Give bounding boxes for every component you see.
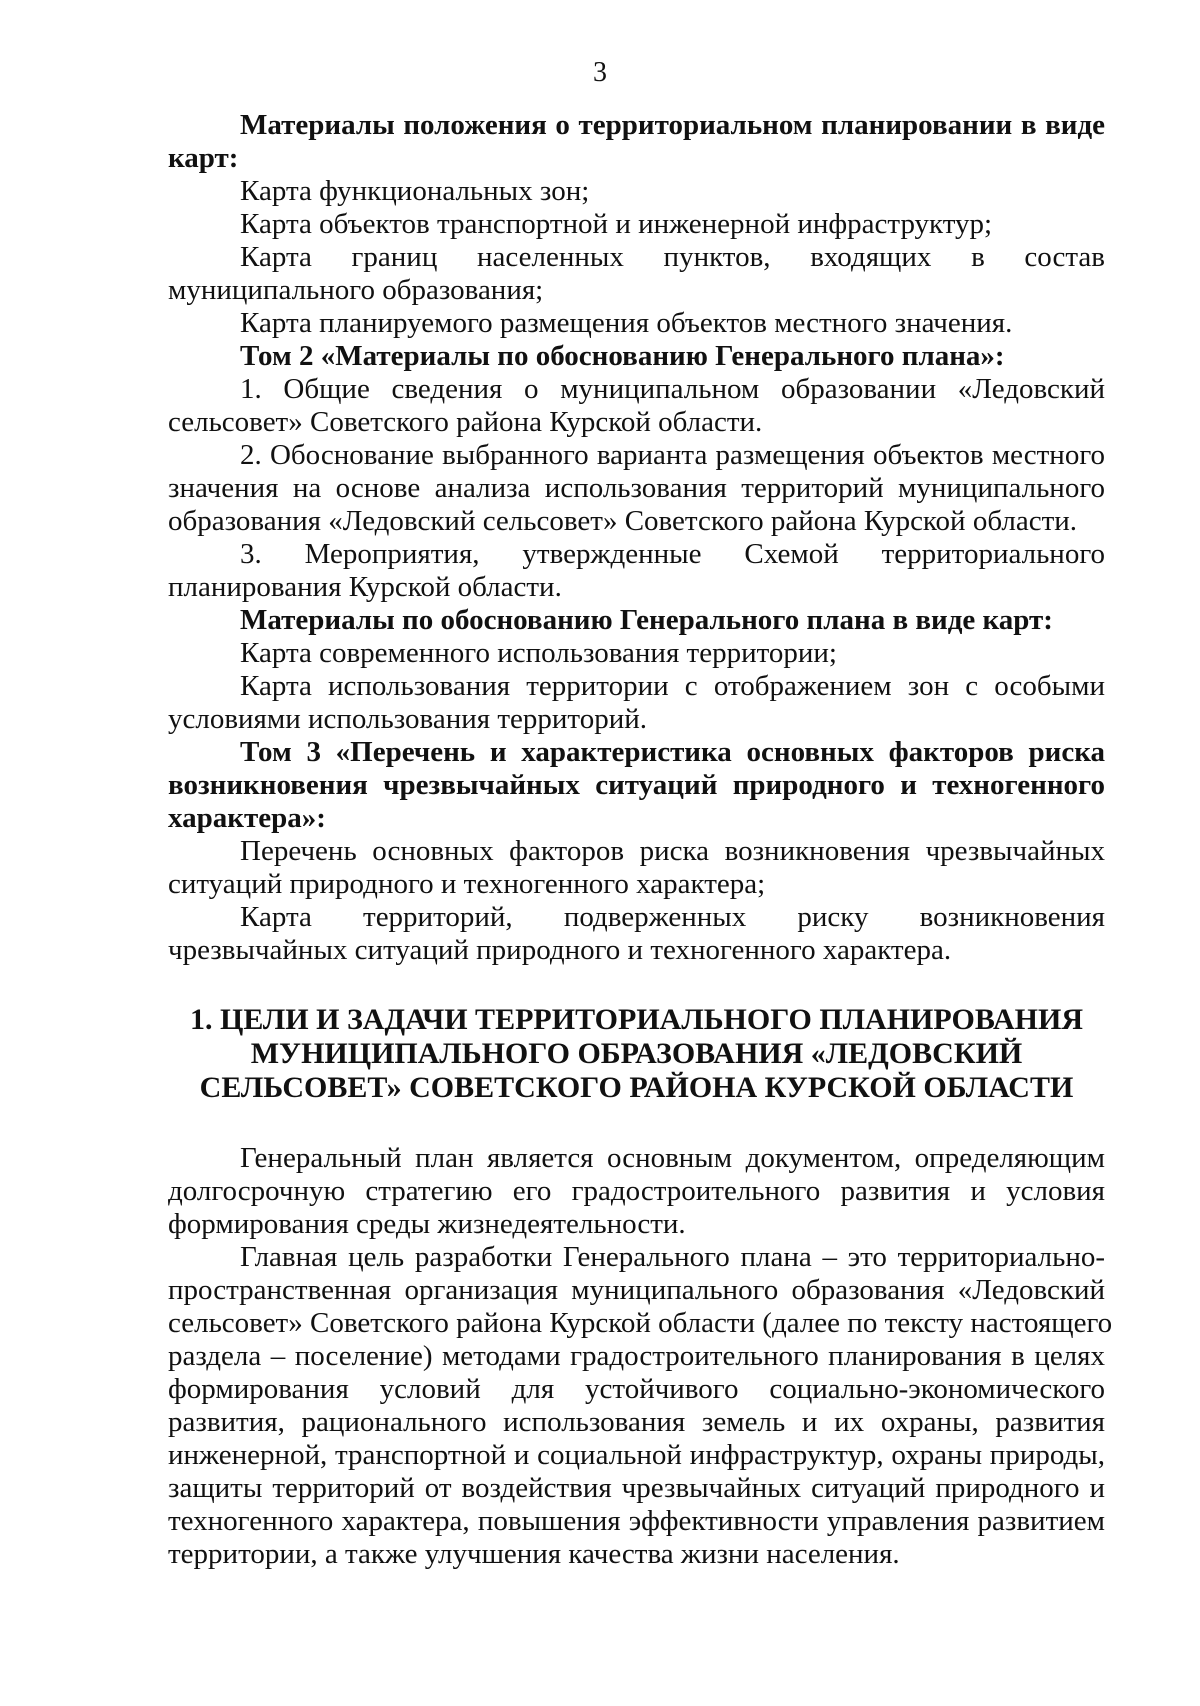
text-line: Карта территорий, подверженных риску возникновения (240, 901, 1105, 933)
text-line: Карта планируемого размещения объектов местного значения. (240, 307, 1013, 339)
text-line: возникновения чрезвычайных ситуаций природного и техногенного (168, 769, 1105, 801)
text-line: формирования среды жизнедеятельности. (168, 1208, 686, 1240)
text-line: 3. Мероприятия, утвержденные Схемой территориального (240, 538, 1105, 570)
text-line: сельсовет» Советского района Курской области. (168, 406, 763, 438)
text-line: Карта объектов транспортной и инженерной инфраструктур; (240, 208, 993, 240)
text-line: Материалы по обоснованию Генерального плана в виде карт: (240, 604, 1053, 636)
text-line: Том 2 «Материалы по обоснованию Генерального плана»: (240, 340, 1005, 372)
section-heading: МУНИЦИПАЛЬНОГО ОБРАЗОВАНИЯ «ЛЕДОВСКИЙ (250, 1037, 1023, 1070)
text-line: 2. Обоснование выбранного варианта размещения объектов местного (240, 439, 1105, 471)
text-line: раздела – поселение) методами градостроительного планирования в целях (168, 1340, 1105, 1372)
text-line: муниципального образования; (168, 274, 544, 306)
text-line: развития, рационального использования земель и их охраны, развития (168, 1406, 1105, 1438)
text-line: территории, а также улучшения качества жизни населения. (168, 1538, 900, 1570)
text-line: долгосрочную стратегию его градостроительного развития и условия (168, 1175, 1105, 1207)
text-line: планирования Курской области. (168, 571, 562, 603)
text-line: Том 3 «Перечень и характеристика основных факторов риска (240, 736, 1105, 768)
text-line: Карта границ населенных пунктов, входящих в состав (240, 241, 1105, 273)
text-line: формирования условий для устойчивого социально-экономического (168, 1373, 1105, 1405)
text-line: защиты территорий от воздействия чрезвычайных ситуаций природного и (168, 1472, 1105, 1504)
text-line: характера»: (168, 802, 326, 834)
text-line: сельсовет» Советского района Курской области (далее по тексту настоящего (168, 1307, 1113, 1339)
text-line: Главная цель разработки Генерального плана – это территориально- (240, 1241, 1105, 1273)
text-line: техногенного характера, повышения эффективности управления развитием (168, 1505, 1105, 1537)
text-line: Карта современного использования территории; (240, 637, 837, 669)
text-line: Перечень основных факторов риска возникновения чрезвычайных (240, 835, 1105, 867)
text-line: Карта использования территории с отображением зон с особыми (240, 670, 1105, 702)
text-line: Генеральный план является основным документом, определяющим (240, 1142, 1105, 1174)
section-heading: 1. ЦЕЛИ И ЗАДАЧИ ТЕРРИТОРИАЛЬНОГО ПЛАНИРОВАНИЯ (189, 1003, 1083, 1036)
text-line: инженерной, транспортной и социальной инфраструктур, охраны природы, (168, 1439, 1105, 1471)
text-line: чрезвычайных ситуаций природного и техногенного характера. (168, 934, 952, 966)
text-line: образования «Ледовский сельсовет» Советского района Курской области. (168, 505, 1078, 537)
text-line: Материалы положения о территориальном планировании в виде (240, 109, 1105, 141)
page-number: 3 (593, 57, 607, 88)
text-line: Карта функциональных зон; (240, 175, 590, 207)
text-line: карт: (168, 142, 239, 174)
section-heading: СЕЛЬСОВЕТ» СОВЕТСКОГО РАЙОНА КУРСКОЙ ОБЛАСТИ (199, 1071, 1074, 1104)
text-line: ситуаций природного и техногенного характера; (168, 868, 766, 900)
text-line: пространственная организация муниципального образования «Ледовский (168, 1274, 1105, 1306)
text-line: условиями использования территорий. (168, 703, 647, 735)
text-line: значения на основе анализа использования территорий муниципального (168, 472, 1105, 504)
text-line: 1. Общие сведения о муниципальном образовании «Ледовский (240, 373, 1105, 405)
